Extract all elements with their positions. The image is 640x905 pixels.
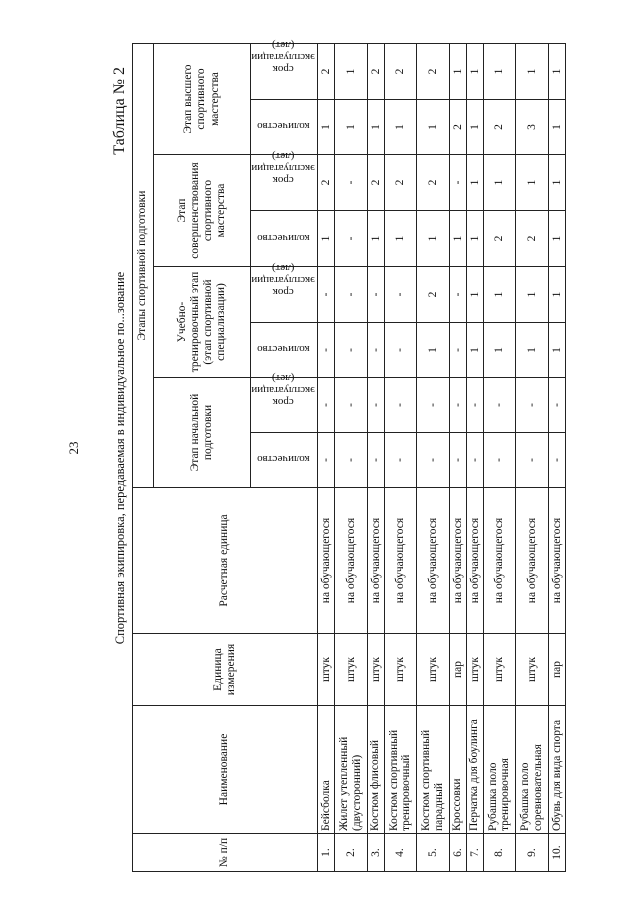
header-term: срок эксплуатации (лет) <box>251 155 318 211</box>
header-name: Наименование <box>133 706 318 834</box>
term-cell: - <box>367 378 384 433</box>
term-cell: - <box>483 378 516 433</box>
item-calc-unit: на обучающегося <box>318 488 335 634</box>
item-calc-unit: на обучающегося <box>334 488 367 634</box>
qty-cell: 3 <box>516 100 549 155</box>
qty-cell: 1 <box>318 211 335 267</box>
equipment-table <box>132 38 566 872</box>
item-name: Перчатка для боулинга <box>466 706 483 834</box>
item-calc-unit: на обучающегося <box>466 488 483 634</box>
header-term: срок эксплуатации (лет) <box>251 378 318 433</box>
qty-cell: 1 <box>367 100 384 155</box>
row-number: 6. <box>449 834 466 872</box>
item-name: Костюм спортивный парадный <box>417 706 450 834</box>
term-cell: 2 <box>417 155 450 211</box>
term-cell: - <box>466 378 483 433</box>
qty-cell: - <box>334 211 367 267</box>
qty-cell: 1 <box>318 100 335 155</box>
header-stages-group: Этапы спортивной подготовки <box>133 44 154 488</box>
item-unit: штук <box>466 634 483 706</box>
qty-cell: 1 <box>466 323 483 378</box>
qty-cell: 2 <box>449 100 466 155</box>
term-cell: 1 <box>466 155 483 211</box>
qty-cell: - <box>334 323 367 378</box>
term-cell: - <box>384 378 417 433</box>
item-name: Жилет утепленный (двусторонний) <box>334 706 367 834</box>
qty-cell: 1 <box>417 323 450 378</box>
table-row <box>466 44 483 872</box>
qty-cell: - <box>548 433 565 488</box>
row-number: 1. <box>318 834 335 872</box>
table-row <box>516 44 549 872</box>
qty-cell: 1 <box>483 323 516 378</box>
header-calc-unit: Расчетная единица <box>133 488 318 634</box>
row-number: 8. <box>483 834 516 872</box>
table-row <box>483 44 516 872</box>
item-unit: штук <box>318 634 335 706</box>
item-name: Костюм флисовый <box>367 706 384 834</box>
term-cell: - <box>318 378 335 433</box>
item-name: Обувь для вида спорта <box>548 706 565 834</box>
item-name: Рубашка поло тренировочная <box>483 706 516 834</box>
row-number: 7. <box>466 834 483 872</box>
qty-cell: - <box>466 433 483 488</box>
item-unit: штук <box>417 634 450 706</box>
item-name: Рубашка поло соревновательная <box>516 706 549 834</box>
header-num: № п/п <box>133 834 318 872</box>
qty-cell: - <box>367 323 384 378</box>
qty-cell: 1 <box>334 100 367 155</box>
item-calc-unit: на обучающегося <box>367 488 384 634</box>
qty-cell: - <box>449 433 466 488</box>
header-qty: количество <box>251 323 318 378</box>
header-term: срок эксплуатации (лет) <box>251 267 318 323</box>
term-cell: - <box>449 155 466 211</box>
qty-cell: 1 <box>449 211 466 267</box>
qty-cell: - <box>417 433 450 488</box>
header-qty: количество <box>251 433 318 488</box>
item-calc-unit: на обучающегося <box>417 488 450 634</box>
term-cell: 1 <box>483 155 516 211</box>
term-cell: 1 <box>334 44 367 100</box>
term-cell: 1 <box>466 267 483 323</box>
header-stage-training: Учебно-тренировочный этап (этап спортивной специализации) <box>154 267 251 378</box>
qty-cell: - <box>516 433 549 488</box>
qty-cell: 1 <box>384 211 417 267</box>
table-label: Таблица № 2 <box>111 67 128 155</box>
term-cell: 1 <box>548 267 565 323</box>
header-stage-improvement: Этап совершенствования спортивного мастерства <box>154 155 251 267</box>
header-unit: Единица измерения <box>133 634 318 706</box>
row-number: 3. <box>367 834 384 872</box>
qty-cell: 1 <box>466 100 483 155</box>
term-cell: 2 <box>417 267 450 323</box>
term-cell: - <box>334 267 367 323</box>
qty-cell: - <box>318 323 335 378</box>
qty-cell: - <box>334 433 367 488</box>
header-term: срок эксплуатации (лет) <box>251 44 318 100</box>
row-number: 10. <box>548 834 565 872</box>
qty-cell: 1 <box>367 211 384 267</box>
item-calc-unit: на обучающегося <box>516 488 549 634</box>
table-row <box>417 44 450 872</box>
table-body <box>318 44 566 872</box>
qty-cell: 2 <box>483 100 516 155</box>
term-cell: - <box>449 267 466 323</box>
page-number: 23 <box>66 441 81 455</box>
row-number: 2. <box>334 834 367 872</box>
item-name: Кроссовки <box>449 706 466 834</box>
term-cell: 2 <box>318 155 335 211</box>
term-cell: 2 <box>367 155 384 211</box>
term-cell: 2 <box>318 44 335 100</box>
item-unit: штук <box>516 634 549 706</box>
term-cell: 1 <box>516 44 549 100</box>
term-cell: - <box>334 378 367 433</box>
term-cell: 2 <box>367 44 384 100</box>
qty-cell: - <box>318 433 335 488</box>
term-cell: - <box>417 378 450 433</box>
table-row <box>384 44 417 872</box>
term-cell: - <box>384 267 417 323</box>
term-cell: - <box>548 378 565 433</box>
table-row <box>334 44 367 872</box>
term-cell: - <box>318 267 335 323</box>
table-caption: Спортивная экипировка, передаваемая в индивидуальное по...зование <box>113 271 127 645</box>
qty-cell: - <box>384 323 417 378</box>
term-cell: 2 <box>384 44 417 100</box>
qty-cell: 1 <box>417 211 450 267</box>
term-cell: 1 <box>548 44 565 100</box>
term-cell: - <box>334 155 367 211</box>
header-qty: количество <box>251 211 318 267</box>
item-calc-unit: на обучающегося <box>483 488 516 634</box>
row-number: 4. <box>384 834 417 872</box>
row-number: 9. <box>516 834 549 872</box>
rotated-table-sheet <box>110 38 570 872</box>
table-row <box>548 44 565 872</box>
header-stage-initial: Этап начальной подготовки <box>154 378 251 488</box>
item-unit: штук <box>367 634 384 706</box>
qty-cell: 1 <box>417 100 450 155</box>
qty-cell: 1 <box>548 211 565 267</box>
header-qty: количество <box>251 100 318 155</box>
term-cell: - <box>449 378 466 433</box>
header-stage-highest: Этап высшего спортивного мастерства <box>154 44 251 155</box>
qty-cell: 2 <box>516 211 549 267</box>
item-unit: пар <box>449 634 466 706</box>
qty-cell: 1 <box>384 100 417 155</box>
item-unit: штук <box>384 634 417 706</box>
term-cell: 1 <box>548 155 565 211</box>
term-cell: 2 <box>417 44 450 100</box>
term-cell: 1 <box>483 44 516 100</box>
item-name: Костюм спортивный тренировочный <box>384 706 417 834</box>
table-row <box>367 44 384 872</box>
qty-cell: - <box>449 323 466 378</box>
item-unit: штук <box>334 634 367 706</box>
table-row <box>449 44 466 872</box>
qty-cell: - <box>384 433 417 488</box>
term-cell: 1 <box>516 155 549 211</box>
item-name: Бейсболка <box>318 706 335 834</box>
qty-cell: 1 <box>466 211 483 267</box>
item-calc-unit: на обучающегося <box>548 488 565 634</box>
term-cell: - <box>367 267 384 323</box>
term-cell: 1 <box>449 44 466 100</box>
term-cell: 2 <box>384 155 417 211</box>
term-cell: 1 <box>516 267 549 323</box>
item-calc-unit: на обучающегося <box>384 488 417 634</box>
qty-cell: 2 <box>483 211 516 267</box>
row-number: 5. <box>417 834 450 872</box>
item-unit: пар <box>548 634 565 706</box>
item-unit: штук <box>483 634 516 706</box>
term-cell: 1 <box>483 267 516 323</box>
qty-cell: - <box>483 433 516 488</box>
term-cell: 1 <box>466 44 483 100</box>
item-calc-unit: на обучающегося <box>449 488 466 634</box>
qty-cell: 1 <box>548 100 565 155</box>
qty-cell: 1 <box>548 323 565 378</box>
qty-cell: 1 <box>516 323 549 378</box>
qty-cell: - <box>367 433 384 488</box>
term-cell: - <box>516 378 549 433</box>
